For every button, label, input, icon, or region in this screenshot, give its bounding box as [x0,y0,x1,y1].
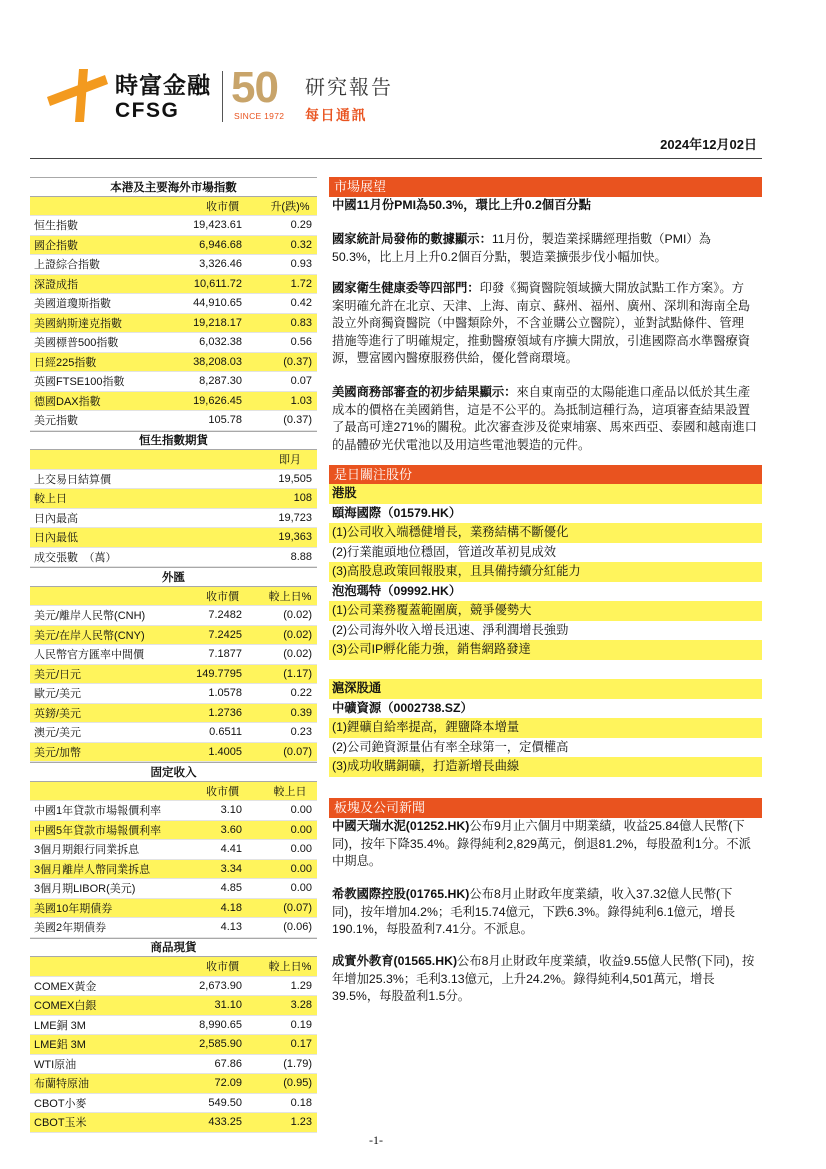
row-change-value: (0.07) [283,901,312,914]
row-label: 3個月期銀行同業拆息 [34,844,140,857]
row-close-value: 3.60 [220,823,242,836]
paragraph-lead: 國家衛生健康委等四部門： [332,281,480,295]
row-close-value: 2,585.90 [199,1038,242,1051]
text-line [332,231,760,249]
paragraph-text: 39.5%，每股盈利1.5分。 [332,989,471,1003]
table-row [30,1113,317,1133]
table-row [30,294,317,314]
row-change-value: (1.79) [283,1057,312,1070]
row-change-value: (0.06) [283,921,312,934]
row-close-value: 549.50 [208,1096,242,1109]
row-label: 上交易日結算價 [34,473,111,486]
row-close-value: 4.18 [220,901,242,914]
paragraph-text: 設立外商獨資醫院（中醫類除外，不含並購公立醫院），並對試點條件、管理 [332,316,744,330]
row-change-value: 0.07 [290,375,312,388]
row-label: 日經225指數 [34,356,97,369]
spacer-row [329,660,762,680]
table-row [30,314,317,334]
row-close-value: 7.2482 [208,609,242,622]
table-row [30,704,317,724]
paragraph-text: 公布8月止財政年度業績，收入37.32億人民幣(下 [469,887,733,901]
row-close-value: 3,326.46 [199,258,242,271]
table-row [30,528,317,548]
text-line [332,836,760,854]
table-row [30,392,317,412]
text-line [332,350,760,368]
text-line [332,249,760,267]
row-change-value: 0.00 [290,823,312,836]
row-close-value: 7.1877 [208,648,242,661]
anniversary-mark: 50 [231,63,278,112]
row-label: 美元指數 [34,415,78,428]
row-close-value: 44,910.65 [193,297,242,310]
row-change-value: (0.02) [283,648,312,661]
table-row [30,1016,317,1036]
paragraph-text: 成本的價格在美國銷售，這是不公平的。為抵制這種行為，這項審查結果設置 [332,402,751,417]
outlook-paragraph [332,231,760,266]
table-header-row [30,957,317,977]
text-line [332,818,760,836]
row-label: 美元/加幣 [34,746,82,759]
text-line [332,315,760,333]
market-data-tables [30,177,317,1133]
table-row [30,860,317,880]
table-row [30,509,317,529]
row-change-value: (0.07) [283,745,312,758]
table-row [30,353,317,373]
column-header: 收市價 [206,961,239,974]
table-row [30,1094,317,1114]
row-label: 人民幣官方匯率中間價 [34,649,144,662]
paragraph-text: 措施等進行了明確規定，推動醫療領域有序擴大開放，引進國際高水準醫療資 [332,333,751,348]
column-header: 升(跌)% [270,200,310,213]
row-close-value: 149.7795 [196,667,242,680]
section-header-focus: 是日關注股份 [329,465,762,485]
row-label: 深證成指 [34,278,78,291]
row-label: 國企指數 [34,239,78,252]
row-close-value: 6,032.38 [199,336,242,349]
text-line [332,384,760,402]
row-label: 較上日 [34,493,67,506]
stock-name: 頤海國際（01579.HK） [332,505,462,520]
table-header-row [30,197,317,217]
row-close-value: 6,946.68 [199,238,242,251]
row-close-value: 3.10 [220,804,242,817]
report-type: 研究報告 [305,77,393,99]
stock-point: (1)鋰礦自給率提高，鋰鹽降本增量 [329,718,762,738]
text-line [332,904,760,922]
outlook-paragraph [332,384,760,454]
row-label: 中國1年貸款市場報價利率 [34,805,162,818]
row-change-value: (0.37) [283,355,312,368]
brand-name-english: CFSG [115,99,180,122]
table-row [30,821,317,841]
row-label: 3個月期LIBOR(美元) [34,883,136,896]
row-label: LME鋁 3M [34,1039,86,1052]
text-line [332,333,760,351]
row-change-value: 8.88 [290,550,312,563]
table-row [30,801,317,821]
section-header-outlook: 市場展望 [329,177,762,197]
row-label: 美國2年期債券 [34,922,107,935]
stock-point: (2)行業龍頭地位穩固，管道改革初見成效 [332,544,557,559]
row-close-value: 19,423.61 [193,219,242,232]
row-close-value: 105.78 [208,414,242,427]
table-row [30,684,317,704]
stock-point: (2)公司銫資源量佔有率全球第一，定價權高 [332,739,569,754]
row-close-value: 19,218.17 [193,316,242,329]
row-label: LME銅 3M [34,1019,86,1032]
table-header-row [30,587,317,607]
row-label: 美國納斯達克指數 [34,317,122,330]
row-label: 澳元/美元 [34,727,82,740]
row-label: 英國FTSE100指數 [34,376,125,389]
row-close-value: 7.2425 [208,628,242,641]
stock-point: (3)成功收購銅礦，打造新增長曲線 [329,757,762,777]
row-change-value: 1.23 [290,1116,312,1129]
table-row [30,275,317,295]
since-label: SINCE 1972 [234,111,285,121]
row-change-value: 19,723 [278,511,312,524]
row-close-value: 31.10 [214,999,242,1012]
row-close-value: 38,208.03 [193,355,242,368]
page-number: -1- [369,1133,383,1147]
paragraph-text: 中期息。 [332,854,382,868]
text-line [332,437,760,455]
table-row [30,236,317,256]
row-change-value: 0.19 [290,1018,312,1031]
row-change-value: 19,363 [278,531,312,544]
row-label: 日內最高 [34,512,78,525]
table-row [30,879,317,899]
text-line [332,921,760,939]
news-item [332,953,760,1006]
row-label: 美元/離岸人民幣(CNH) [34,610,146,623]
column-header: 收市價 [206,785,239,798]
table-row [30,723,317,743]
text-line [332,280,760,298]
paragraph-text: 同)，按年下降35.4%。錄得純利2,829萬元，倒退81.2%，每股盈利1分。不派 [332,836,751,851]
row-label: 歐元/美元 [34,688,82,701]
table-row [30,918,317,938]
stock-name: 泡泡瑪特（09992.HK） [332,583,462,598]
table-row [30,996,317,1016]
table-row [30,899,317,919]
text-line [332,953,760,971]
row-change-value: 1.03 [290,394,312,407]
row-label: CBOT小麥 [34,1097,87,1110]
row-label: 美國道瓊斯指數 [34,298,111,311]
section-header-news: 板塊及公司新聞 [329,798,762,818]
row-close-value: 72.09 [214,1077,242,1090]
market-label: 滬深股通 [329,679,762,699]
row-change-value: (0.02) [283,628,312,641]
table-row [30,411,317,431]
table-row [30,548,317,568]
row-label: 成交張數 （萬） [34,551,117,564]
row-close-value: 8,287.30 [199,375,242,388]
row-close-value: 1.4005 [208,745,242,758]
paragraph-text: 了最高可達271%的關稅。此次審查涉及從柬埔寨、馬來西亞、泰國和越南進口 [332,420,757,434]
text-line [332,988,760,1006]
row-change-value: 1.29 [290,979,312,992]
stock-point: (3)公司IP孵化能力強，銷售網路發達 [329,640,762,660]
paragraph-text: 公布9月止六個月中期業績，收益25.84億人民幣(下 [469,819,745,833]
text-line [332,419,760,437]
table-row [30,626,317,646]
table-row [30,333,317,353]
row-label: 上證綜合指數 [34,259,100,272]
text-line [332,298,760,316]
table-title: 本港及主要海外市場指數 [30,177,317,197]
paragraph-text: 公布8月止財政年度業績，收益9.55億人民幣(下同)，按 [457,954,755,968]
row-change-value: (0.02) [283,609,312,622]
row-label: 英鎊/美元 [34,707,82,720]
focus-stock-list [329,484,762,777]
table-header-row [30,782,317,802]
row-label: 美元/在岸人民幣(CNY) [34,629,145,642]
table-row [30,665,317,685]
row-label: CBOT玉米 [34,1117,87,1130]
row-label: COMEX黃金 [34,980,97,993]
row-change-value: 0.17 [290,1038,312,1051]
header-rule [30,158,762,159]
paragraph-lead: 美國商務部審查的初步結果顯示： [332,385,517,399]
table-row [30,606,317,626]
stock-point: (3)高股息政策回報股東，且具備持續分紅能力 [329,562,762,582]
table-row [30,470,317,490]
paragraph-text: 50.3%，比上月上升0.2個百分點，製造業擴張步伐小幅加快。 [332,249,667,264]
table-row [30,645,317,665]
row-change-value: 1.72 [290,277,312,290]
paragraph-text: 190.1%，每股盈利7.41分。不派息。 [332,922,533,936]
table-title: 商品現貨 [30,938,317,958]
row-change-value: 0.22 [290,687,312,700]
row-label: 3個月離岸人幣同業拆息 [34,863,151,876]
row-label: COMEX白銀 [34,1000,97,1013]
paragraph-lead: 國家統計局發佈的數據顯示： [332,232,492,246]
cfsg-logo-icon [45,67,111,123]
column-header: 較上日% [268,590,312,603]
paragraph-text: 案明確允許在北京、天津、上海、南京、蘇州、福州、廣州、深圳和海南全島 [332,298,751,313]
market-label: 港股 [329,484,762,504]
paragraph-text: 源，豐富國內醫療服務供給，優化營商環境。 [332,351,578,365]
row-change-value: 0.29 [290,219,312,232]
paragraph-text: 11月份，製造業採購經理指數（PMI）為 [491,232,711,246]
table-row [30,743,317,763]
table-row [30,1035,317,1055]
column-header: 較上日% [268,961,312,974]
row-change-value: 0.39 [290,706,312,719]
row-close-value: 67.86 [214,1057,242,1070]
row-change-value: 0.00 [290,843,312,856]
table-row [30,255,317,275]
column-header: 較上日 [273,785,307,798]
paragraph-text: 的晶體矽光伏電池以及用這些電池製造的元件。 [332,437,591,452]
row-change-value: 0.93 [290,258,312,271]
table-row [30,1055,317,1075]
paragraph-lead: 成實外教育(01565.HK) [332,954,458,968]
header-divider [222,71,223,122]
row-close-value: 3.34 [220,862,242,875]
row-change-value: 0.56 [290,336,312,349]
row-change-value: 0.83 [290,316,312,329]
row-close-value: 433.25 [208,1116,242,1129]
report-date: 2024年12月02日 [660,137,757,152]
paragraph-text: 年增加25.3%；毛利3.13億元，上升24.2%。錄得純利4,501萬元，增長 [332,971,715,986]
row-change-value: 0.23 [290,726,312,739]
table-title: 恒生指數期貨 [30,431,317,451]
row-close-value: 10,611.72 [193,277,242,290]
brand-name-chinese: 時富金融 [115,72,211,98]
table-row [30,977,317,997]
row-label: 美國標普500指數 [34,337,119,350]
row-change-value: 0.42 [290,297,312,310]
column-header: 收市價 [206,200,239,213]
table-row [30,840,317,860]
paragraph-text: 來自東南亞的太陽能進口產品以低於其生產 [516,385,751,399]
news-item [332,886,760,939]
table-row [30,216,317,236]
news-item [332,818,760,871]
stock-name: 中礦資源（0002738.SZ） [332,700,473,715]
stock-point: (1)公司收入端穩健增長，業務結構不斷優化 [329,523,762,543]
report-name: 每日通訊 [305,107,367,123]
row-close-value: 0.6511 [209,726,242,739]
column-header: 即月 [279,454,301,467]
row-close-value: 19,626.45 [193,394,242,407]
row-change-value: 19,505 [278,472,312,485]
row-close-value: 1.0578 [208,687,242,700]
text-line [332,971,760,989]
stock-point: (1)公司業務覆蓋範圍廣，競爭優勢大 [329,601,762,621]
row-label: 德國DAX指數 [34,395,101,408]
row-change-value: 108 [293,492,312,505]
row-label: 日內最低 [34,532,78,545]
row-label: 美元/日元 [34,668,82,681]
paragraph-text: 印發《獨資醫院領域擴大開放試點工作方案》。方 [479,281,744,295]
paragraph-text: 同)，按年增加4.2%；毛利15.74億元，下跌6.3%。錄得純利6.1億元，增長 [332,904,736,919]
row-close-value: 4.85 [220,882,242,895]
table-row [30,372,317,392]
table-title: 外匯 [30,567,317,587]
text-line [332,402,760,420]
row-change-value: (0.37) [283,414,312,427]
table-row [30,489,317,509]
row-change-value: (0.95) [283,1077,312,1090]
stock-point: (2)公司海外收入增長迅速、淨利潤增長強勁 [332,622,569,637]
row-label: 恒生指數 [34,220,78,233]
row-close-value: 4.13 [220,921,242,934]
row-change-value: 0.00 [290,862,312,875]
row-label: 布蘭特原油 [34,1078,89,1091]
paragraph-lead: 中國天瑞水泥(01252.HK) [332,819,470,833]
table-row [30,1074,317,1094]
row-label: WTI原油 [34,1058,77,1071]
row-change-value: 0.18 [290,1096,312,1109]
row-close-value: 4.41 [220,843,242,856]
row-change-value: 0.00 [290,804,312,817]
row-label: 中國5年貸款市場報價利率 [34,824,162,837]
outlook-headline: 中國11月份PMI為50.3%，環比上升0.2個百分點 [332,198,591,212]
paragraph-lead: 希教國際控股(01765.HK) [332,887,470,901]
row-close-value: 2,673.90 [199,979,242,992]
row-change-value: 0.32 [290,238,312,251]
row-close-value: 1.2736 [208,706,242,719]
row-label: 美國10年期債券 [34,902,113,915]
column-header: 收市價 [206,590,239,603]
row-change-value: 3.28 [290,999,312,1012]
text-line [332,886,760,904]
table-header-row [30,450,317,470]
row-close-value: 8,990.65 [199,1018,242,1031]
outlook-paragraph [332,280,760,368]
table-title: 固定收入 [30,762,317,782]
row-change-value: (1.17) [283,667,312,680]
text-line [332,853,760,871]
row-change-value: 0.00 [290,882,312,895]
